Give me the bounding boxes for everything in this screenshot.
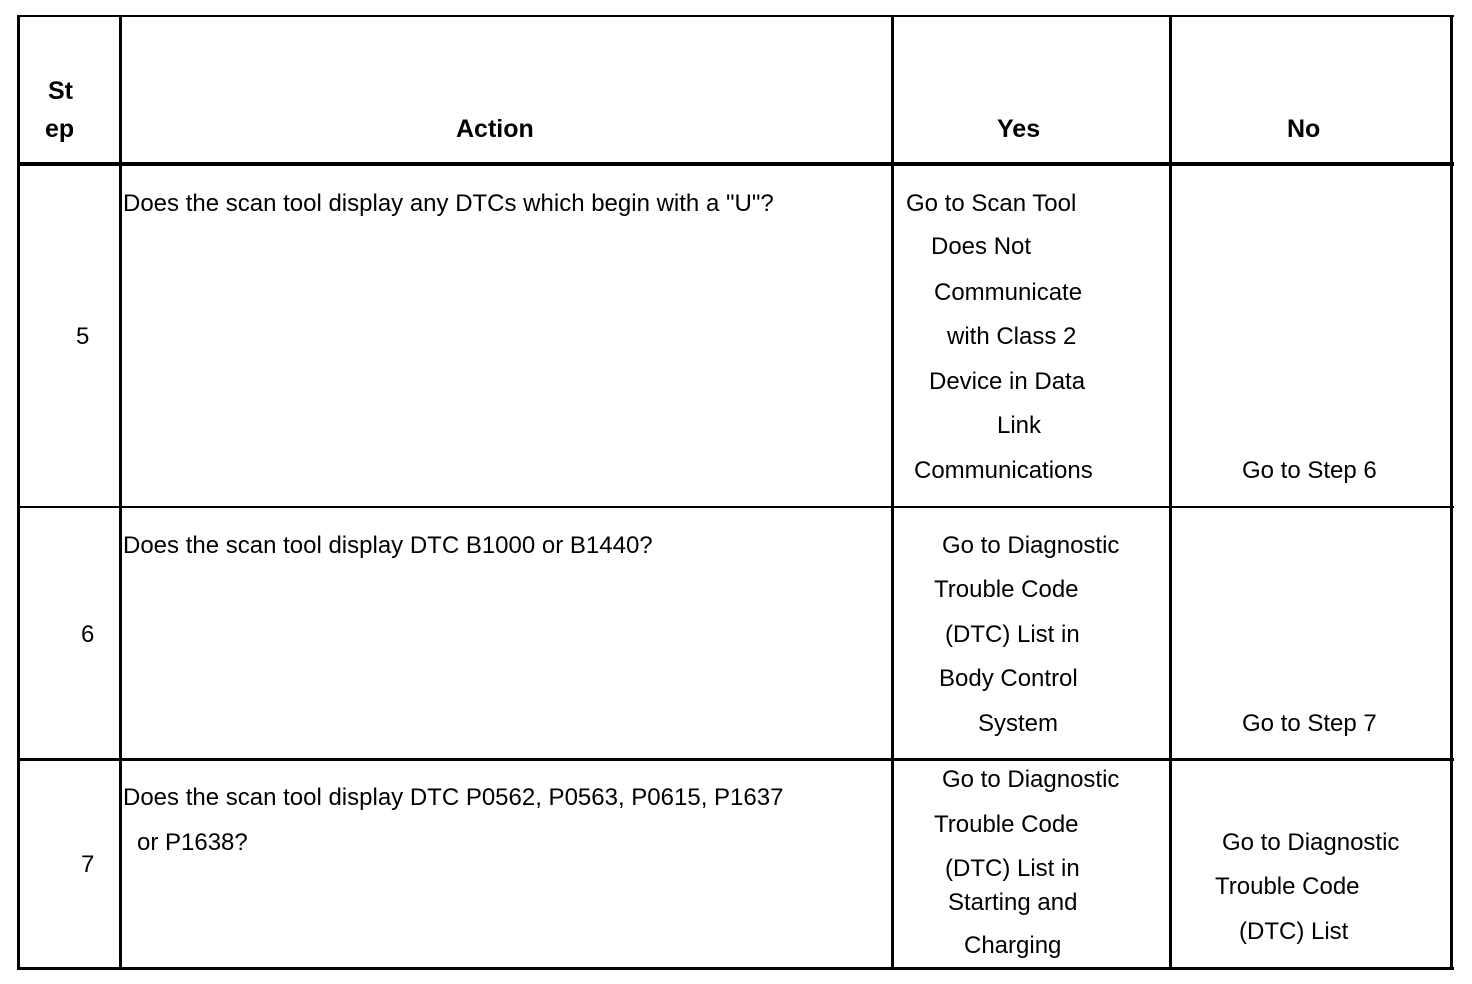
column-divider-yes	[1169, 15, 1172, 970]
header-yes: Yes	[997, 115, 1041, 143]
step-number: 7	[81, 851, 95, 878]
yes-text-line: (DTC) List in	[945, 621, 1080, 648]
yes-text-line: Go to Diagnostic	[942, 532, 1120, 559]
yes-text-line: Link	[997, 412, 1042, 439]
yes-text-line: Communications	[914, 457, 1093, 484]
yes-text-line: Starting and	[948, 889, 1078, 916]
header-action: Action	[456, 115, 534, 143]
header-step-line2: ep	[45, 115, 75, 143]
header-step-line1: St	[48, 77, 73, 105]
column-divider-step	[119, 15, 122, 970]
no-text-line: Go to Step 6	[1242, 457, 1377, 484]
no-text-line: Trouble Code	[1215, 873, 1360, 900]
column-divider-action	[891, 15, 894, 970]
yes-text-line: Trouble Code	[934, 576, 1079, 603]
yes-text-line: with Class 2	[947, 323, 1077, 350]
header-divider	[17, 162, 1454, 166]
step-number: 6	[81, 621, 95, 648]
table-border-right	[1450, 15, 1453, 970]
yes-text-line: Body Control	[939, 665, 1078, 692]
table-border-bottom	[17, 967, 1454, 970]
yes-text-line: Go to Diagnostic	[942, 766, 1120, 793]
row-divider-6	[17, 758, 1454, 761]
yes-text-line: Communicate	[934, 279, 1083, 306]
yes-text-line: Device in Data	[929, 368, 1086, 395]
action-text: Does the scan tool display DTC B1000 or B1440?	[123, 532, 653, 559]
yes-text-line: System	[978, 710, 1059, 737]
step-number: 5	[76, 323, 90, 350]
no-text-line: Go to Step 7	[1242, 710, 1377, 737]
header-no: No	[1287, 115, 1321, 143]
no-text-line: Go to Diagnostic	[1222, 829, 1400, 856]
no-text-line: (DTC) List	[1239, 918, 1349, 945]
yes-text-line: (DTC) List in	[945, 855, 1080, 882]
action-text: Does the scan tool display any DTCs which begin with a "U"?	[123, 190, 774, 217]
row-divider-5	[17, 506, 1454, 508]
table-border-left	[17, 15, 20, 970]
yes-text-line: Does Not	[931, 233, 1032, 260]
action-text-line: Does the scan tool display DTC P0562, P0563, P0615, P1637	[123, 784, 784, 811]
yes-text-line: Trouble Code	[934, 811, 1079, 838]
yes-text-line: Charging	[964, 932, 1062, 959]
table-border-top	[17, 15, 1454, 17]
action-text-line: or P1638?	[137, 829, 248, 856]
yes-text-line: Go to Scan Tool	[906, 190, 1077, 217]
